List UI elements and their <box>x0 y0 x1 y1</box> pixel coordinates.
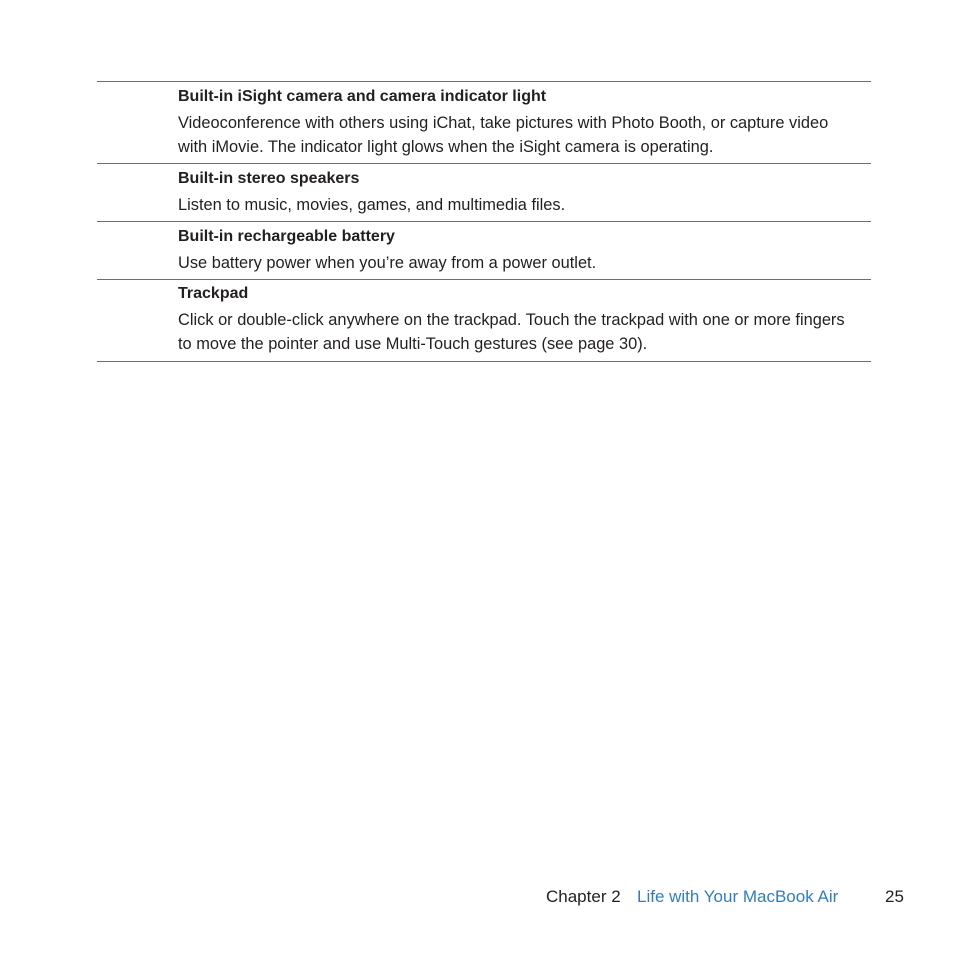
footer-chapter-label: Chapter 2 <box>546 887 621 906</box>
feature-row-isight-camera <box>97 82 871 164</box>
page-footer <box>0 885 954 909</box>
feature-title: Trackpad <box>178 285 249 302</box>
feature-description: Click or double-click anywhere on the trackpad. Touch the trackpad with one or more fingers to move the pointer and use Multi-Touch gestures (see page 30). <box>178 311 845 353</box>
feature-title: Built-in iSight camera and camera indicator light <box>178 88 547 105</box>
feature-row-trackpad <box>97 280 871 361</box>
page-number: 25 <box>885 887 904 906</box>
feature-row-rechargeable-battery <box>97 222 871 280</box>
feature-row-stereo-speakers <box>97 164 871 222</box>
feature-description: Listen to music, movies, games, and multimedia files. <box>178 196 566 214</box>
feature-table <box>97 81 871 362</box>
feature-description: Use battery power when you’re away from a power outlet. <box>178 254 597 272</box>
footer-chapter-title: Life with Your MacBook Air <box>637 887 839 906</box>
feature-title: Built-in rechargeable battery <box>178 228 395 245</box>
feature-title: Built-in stereo speakers <box>178 170 360 187</box>
feature-description: Videoconference with others using iChat, take pictures with Photo Booth, or capture video with iMovie. The indicator light glows when the iSight camera is operating. <box>178 114 829 156</box>
